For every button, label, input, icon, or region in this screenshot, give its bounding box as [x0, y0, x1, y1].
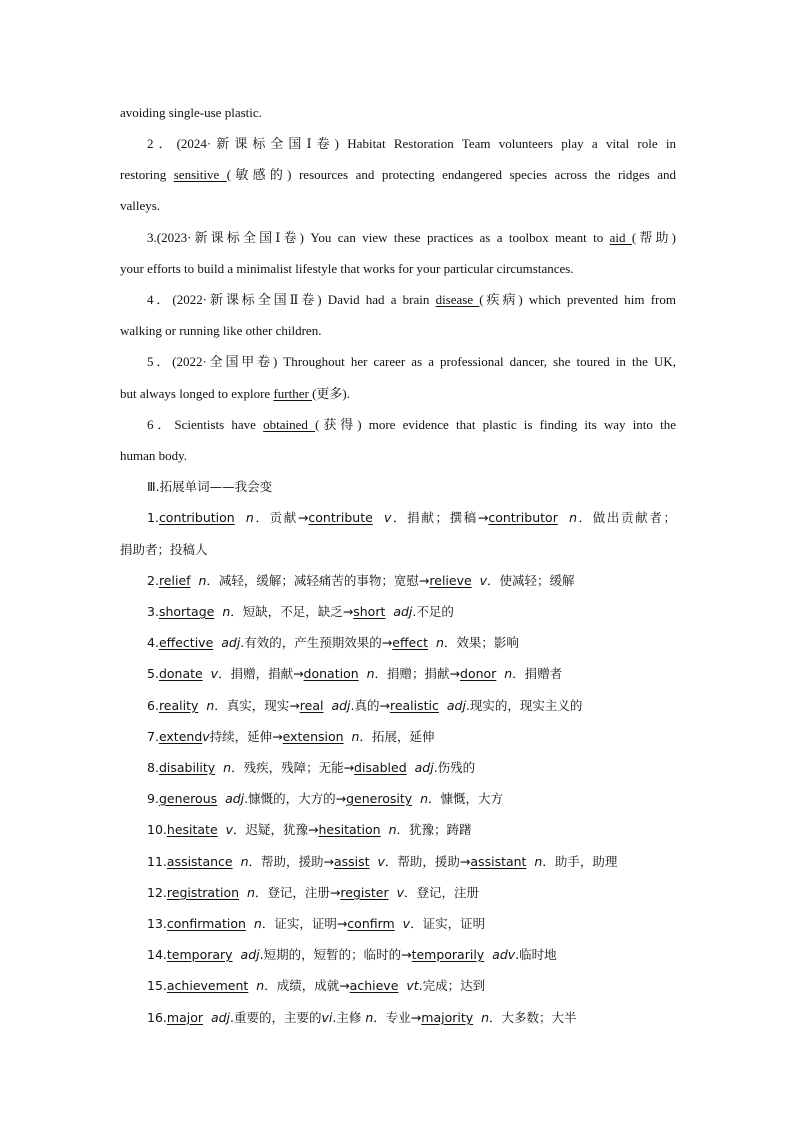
text-segment: adj: [414, 760, 434, 775]
text-segment: .不足的: [412, 604, 454, 619]
answer-blank: temporary: [166, 947, 233, 962]
answer-blank: assistance: [166, 854, 233, 869]
text-segment: but always longed to explore: [120, 386, 274, 401]
answer-blank: effect: [392, 635, 429, 650]
text-segment: avoiding single-use plastic.: [120, 105, 262, 120]
text-segment: adj: [221, 635, 241, 650]
text-segment: .短期的，短暂的；临时的→: [259, 947, 412, 962]
exercise-4-line-1: [147, 290, 676, 310]
answer-blank: hesitate: [166, 822, 218, 837]
text-segment: 10.: [147, 822, 167, 837]
answer-blank: realistic: [389, 698, 439, 713]
word-item-5: [147, 664, 676, 684]
text-segment: .有效的，产生预期效果的→: [240, 635, 393, 650]
text-segment: ．迟疑，犹豫→: [233, 822, 319, 837]
word-item-2: [147, 571, 676, 591]
text-segment: 8.: [147, 760, 159, 775]
text-segment: ．减轻，缓解；减轻痛苦的事物；宽慰→: [206, 573, 430, 588]
text-segment: valleys.: [120, 198, 161, 213]
word-item-13: [147, 914, 676, 934]
text-segment: .主修: [332, 1010, 366, 1025]
text-segment: ．效果；影响: [443, 635, 519, 650]
text-segment: (敏感的) resources and protecting endangered species across the ridges and: [226, 167, 677, 182]
text-segment: ．使减轻；缓解: [487, 573, 575, 588]
text-segment: ．残疾，残障；无能→: [231, 760, 355, 775]
text-segment: ．贡献→: [253, 510, 309, 525]
text-segment: n: [351, 729, 360, 744]
text-segment: ．捐赠者: [512, 666, 563, 681]
answer-blank: shortage: [158, 604, 215, 619]
word-item-12: [147, 883, 676, 903]
exercise-2-line-3: [120, 196, 676, 216]
answer-blank: assist: [333, 854, 370, 869]
exercise-3-line-1: [147, 228, 676, 248]
text-segment: (疾病) which prevented him from: [479, 292, 676, 307]
text-segment: n: [198, 573, 207, 588]
text-segment: v: [202, 729, 210, 744]
text-segment: 6．Scientists have: [147, 417, 264, 432]
text-segment: 3.(2023·新课标全国Ⅰ卷) You can view these practices as a toolbox meant to: [147, 230, 610, 245]
answer-blank: register: [340, 885, 389, 900]
text-segment: n: [388, 822, 397, 837]
text-segment: n: [481, 1010, 490, 1025]
text-segment: n: [435, 635, 444, 650]
text-segment: n: [534, 854, 543, 869]
text-segment: n: [223, 760, 232, 775]
text-segment: n: [245, 510, 254, 525]
exercise-2-line-2: [120, 165, 676, 185]
word-item-1-line-2: [120, 540, 676, 560]
text-segment: (获得) more evidence that plastic is finding its way into the: [315, 417, 676, 432]
exercise-2-line-1: [147, 134, 676, 154]
text-segment: adv: [492, 947, 516, 962]
answer-blank: donor: [460, 666, 497, 681]
text-segment: v: [377, 854, 385, 869]
text-segment: v: [384, 510, 392, 525]
text-segment: n: [256, 978, 265, 993]
answer-blank: confirmation: [166, 916, 246, 931]
text-segment: ．慷慨，大方: [428, 791, 504, 806]
text-segment: ．捐献；撰稿→: [391, 510, 489, 525]
answer-blank: relief: [158, 573, 191, 588]
answer-blank: temporarily: [411, 947, 485, 962]
text-segment: adj: [331, 698, 351, 713]
text-segment: your efforts to build a minimalist lifestyle that works for your particular circumstances.: [120, 261, 574, 276]
answer-blank: real: [299, 698, 324, 713]
answer-blank: obtained: [263, 417, 316, 432]
text-segment: n: [206, 698, 215, 713]
text-segment: Ⅲ.拓展单词——我会变: [147, 479, 273, 494]
text-segment: ．拓展，延伸: [359, 729, 435, 744]
text-segment: v: [479, 573, 488, 588]
text-segment: ．大多数；大半: [489, 1010, 577, 1025]
word-item-10: [147, 820, 676, 840]
answer-blank: sensitive: [173, 167, 227, 182]
text-segment: n: [246, 885, 255, 900]
answer-blank: effective: [158, 635, 214, 650]
text-segment: v: [225, 822, 234, 837]
text-segment: 13.: [147, 916, 167, 931]
text-segment: adj: [393, 604, 413, 619]
text-segment: vt: [406, 978, 419, 993]
text-segment: n: [420, 791, 429, 806]
answer-blank: donate: [158, 666, 203, 681]
answer-blank: disabled: [354, 760, 407, 775]
answer-blank: generosity: [346, 791, 413, 806]
text-segment: 4.: [147, 635, 159, 650]
text-segment: 1.: [147, 510, 159, 525]
text-segment: v: [210, 666, 219, 681]
text-segment: ．助手，助理: [542, 854, 618, 869]
text-segment: ．捐赠；捐献→: [374, 666, 461, 681]
text-segment: 14.: [147, 947, 167, 962]
text-segment: .现实的，现实主义的: [465, 698, 583, 713]
text-segment: .真的→: [350, 698, 390, 713]
answer-blank: registration: [166, 885, 240, 900]
answer-blank: relieve: [429, 573, 472, 588]
text-segment: 5.: [147, 666, 159, 681]
text-segment: .重要的，主要的: [230, 1010, 322, 1025]
answer-blank: disability: [158, 760, 216, 775]
text-segment: ．捐赠，捐献→: [218, 666, 304, 681]
answer-blank: extension: [282, 729, 344, 744]
answer-blank: achieve: [349, 978, 399, 993]
text-segment: 6.: [147, 698, 159, 713]
text-segment: adj: [240, 947, 260, 962]
answer-blank: achievement: [166, 978, 249, 993]
text-segment: 5．(2022·全国甲卷) Throughout her career as a professional dancer, she toured in the UK,: [147, 354, 676, 369]
text-segment: 2．(2024·新课标全国Ⅰ卷) Habitat Restoration Team volunteers play a vital role in: [147, 136, 676, 151]
answer-blank: major: [166, 1010, 203, 1025]
text-segment: v: [396, 885, 404, 900]
exercise-3-line-2: [120, 259, 676, 279]
text-segment: .慷慨的，大方的→: [244, 791, 347, 806]
text-segment: adj: [210, 1010, 231, 1025]
answer-blank: extend: [158, 729, 203, 744]
word-item-8: [147, 758, 676, 778]
answer-blank: confirm: [347, 916, 395, 931]
answer-blank: assistant: [470, 854, 527, 869]
answer-blank: generous: [158, 791, 218, 806]
text-segment: (更多).: [312, 386, 350, 401]
word-item-16: [147, 1008, 676, 1028]
text-segment: ．登记，注册→: [254, 885, 341, 900]
word-item-14: [147, 945, 676, 965]
text-segment: n: [365, 1010, 374, 1025]
text-segment: .完成；达到: [418, 978, 486, 993]
exercise-6-line-1: [147, 415, 676, 435]
word-item-1: [147, 508, 676, 528]
text-segment: 4．(2022·新课标全国Ⅱ卷) David had a brain: [147, 292, 436, 307]
text-segment: 持续，延伸→: [209, 729, 283, 744]
answer-blank: short: [353, 604, 386, 619]
text-segment: 11.: [147, 854, 167, 869]
text-segment: 12.: [147, 885, 167, 900]
exercise-6-line-2: [120, 446, 676, 466]
text-segment: adj: [446, 698, 466, 713]
answer-blank: disease: [435, 292, 480, 307]
text-segment: 2.: [147, 573, 159, 588]
text-segment: n: [240, 854, 249, 869]
answer-blank: donation: [303, 666, 359, 681]
exercise-5-line-1: [147, 352, 676, 372]
text-segment: 16.: [147, 1010, 167, 1025]
text-segment: n: [504, 666, 513, 681]
text-segment: ．真实，现实→: [214, 698, 300, 713]
text-segment: n: [569, 510, 577, 525]
answer-blank: further: [273, 386, 313, 401]
exercise-5-line-2: [120, 384, 676, 404]
text-segment: n: [222, 604, 231, 619]
text-segment: ．专业→: [373, 1010, 422, 1025]
word-item-9: [147, 789, 676, 809]
text-segment: .伤残的: [433, 760, 476, 775]
text-segment: n: [366, 666, 375, 681]
text-segment: human body.: [120, 448, 188, 463]
text-segment: ．犹豫；踌躇: [396, 822, 472, 837]
text-segment: ．帮助，援助→: [384, 854, 471, 869]
text-segment: 3.: [147, 604, 159, 619]
text-segment: ．证实，证明→: [261, 916, 348, 931]
answer-blank: contribute: [308, 510, 373, 525]
word-item-6: [147, 696, 676, 716]
word-item-15: [147, 976, 676, 996]
answer-blank: contributor: [488, 510, 558, 525]
text-segment: 捐助者；投稿人: [120, 542, 208, 557]
text-segment: 7.: [147, 729, 159, 744]
text-segment: ．做出贡献者；: [577, 510, 676, 525]
text-segment: v: [402, 916, 411, 931]
text-segment: walking or running like other children.: [120, 323, 322, 338]
text-segment: vi: [321, 1010, 333, 1025]
answer-blank: hesitation: [318, 822, 381, 837]
text-segment: ．登记，注册: [403, 885, 479, 900]
word-item-11: [147, 852, 676, 872]
exercise-1-tail: [120, 103, 676, 123]
text-segment: ．短缺，不足，缺乏→: [230, 604, 354, 619]
answer-blank: aid: [609, 230, 632, 245]
text-segment: n: [253, 916, 262, 931]
section-3-heading: [147, 477, 676, 497]
word-item-3: [147, 602, 676, 622]
text-segment: 15.: [147, 978, 167, 993]
text-segment: .临时地: [515, 947, 557, 962]
text-segment: ．成绩，成就→: [264, 978, 350, 993]
text-segment: restoring: [120, 167, 174, 182]
answer-blank: reality: [158, 698, 199, 713]
text-segment: ．证实，证明: [410, 916, 486, 931]
text-segment: ．帮助，援助→: [248, 854, 334, 869]
word-item-4: [147, 633, 676, 653]
text-segment: 9.: [147, 791, 159, 806]
word-item-7: [147, 727, 676, 747]
text-segment: adj: [225, 791, 245, 806]
answer-blank: contribution: [158, 510, 235, 525]
text-segment: (帮助): [631, 230, 676, 245]
exercise-4-line-2: [120, 321, 676, 341]
answer-blank: majority: [421, 1010, 474, 1025]
